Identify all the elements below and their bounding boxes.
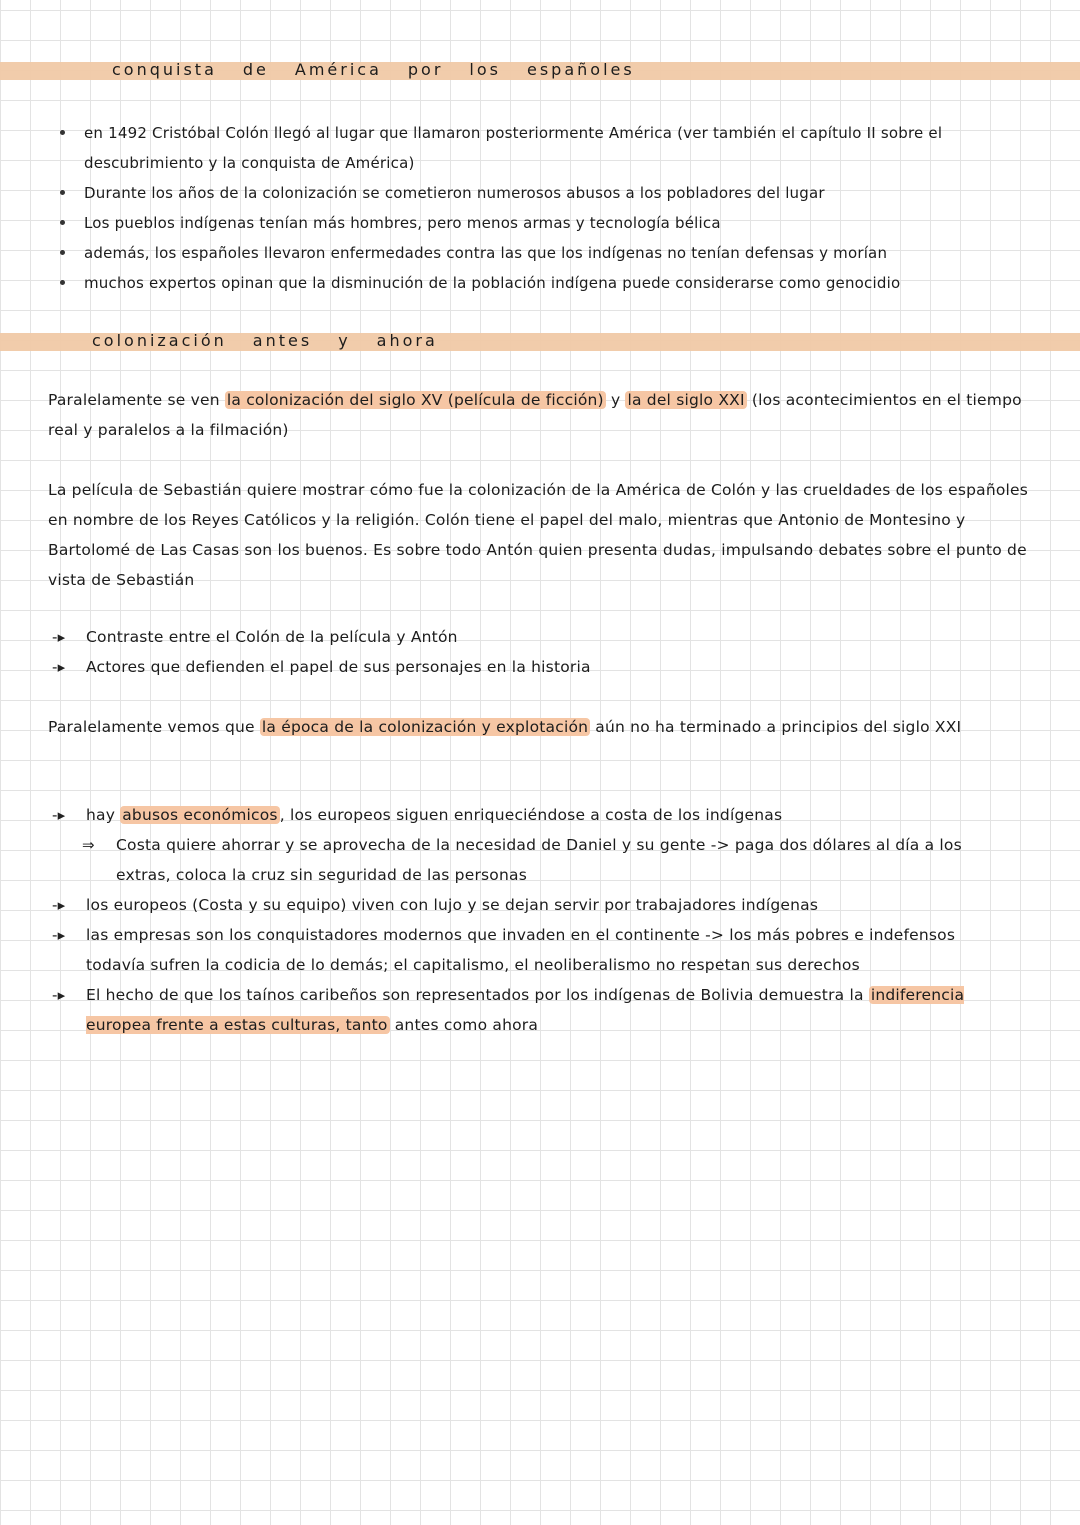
bullet-item (60, 118, 1050, 178)
arrow-text: antes como ahora (389, 1016, 539, 1034)
highlighted-text: la época de la colonización y explotación (261, 718, 589, 736)
paragraph-exploitation-continues (48, 712, 978, 742)
title-word: y (338, 331, 351, 350)
arrow-text: , los europeos siguen enriqueciéndose a costa de los indígenas (279, 806, 783, 824)
arrow-right-icon: -▸ (52, 806, 66, 824)
arrow-text: Contraste entre el Colón de la película y Antón (86, 628, 458, 646)
text: y (605, 391, 626, 409)
bullet-dot-icon (60, 250, 65, 255)
text: Paralelamente vemos que (48, 718, 260, 736)
bullet-dot-icon (60, 220, 65, 225)
title-word: antes (252, 331, 313, 350)
arrow-list-2 (52, 800, 1012, 1040)
title-word: por (407, 60, 444, 79)
highlighted-text: la colonización del siglo XV (película de ficción) (226, 391, 604, 409)
arrow-item (52, 800, 1012, 830)
paragraph-sebastian-film: La película de Sebastián quiere mostrar cómo fue la colonización de la América de Colón y las crueldades de los españoles en nombre de los Reyes Católicos y la religión. Colón tiene el papel del malo, mientras que Antonio de Montesino y Bartolomé de Las Casas son los buenos. Es sobre todo Antón quien presenta dudas, impulsando debates sobre el punto de vista de Sebastián (48, 481, 1029, 589)
arrow-text: hay (86, 806, 121, 824)
arrow-right-icon: -▸ (52, 658, 66, 676)
bullet-dot-icon (60, 190, 65, 195)
title-word: América (294, 60, 382, 79)
title-word: de (242, 60, 269, 79)
arrow-right-icon: -▸ (52, 628, 66, 646)
section-1-title (112, 60, 661, 79)
section-1-bullet-list (60, 118, 1050, 298)
arrow-list-1 (52, 622, 1012, 682)
arrow-item (52, 920, 1012, 980)
title-word: los (469, 60, 501, 79)
arrow-subitem (82, 830, 1012, 890)
section-2-title (92, 331, 464, 350)
title-word: españoles (527, 60, 635, 79)
arrow-item (52, 980, 1012, 1040)
arrow-right-icon: -▸ (52, 896, 66, 914)
title-word: ahora (376, 331, 438, 350)
arrow-item (52, 652, 1012, 682)
text: (los acontecimientos en el tiempo real y paralelos a la filmación) (48, 391, 1022, 439)
bullet-text: en 1492 Cristóbal Colón llegó al lugar que llamaron posteriormente América (ver también el capítulo II sobre el descubrimiento y la conquista de América) (84, 124, 943, 172)
bullet-item (60, 238, 1050, 268)
bullet-text: Durante los años de la colonización se cometieron numerosos abusos a los pobladores del lugar (84, 184, 825, 202)
bullet-text: muchos expertos opinan que la disminución de la población indígena puede considerarse como genocidio (84, 274, 901, 292)
arrow-item (52, 890, 1012, 920)
bullet-item (60, 208, 1050, 238)
highlighted-text: la del siglo XXI (627, 391, 745, 409)
text: Paralelamente se ven (48, 391, 225, 409)
arrow-right-icon: -▸ (52, 986, 66, 1004)
bullet-item (60, 178, 1050, 208)
highlighted-text: abusos económicos (122, 806, 278, 824)
bullet-text: Los pueblos indígenas tenían más hombres, pero menos armas y tecnología bélica (84, 214, 721, 232)
arrow-text: las empresas son los conquistadores modernos que invaden en el continente -> los más pobres e indefensos todavía sufren la codicia de lo demás; el capitalismo, el neoliberalismo no respetan sus derechos (86, 926, 956, 974)
paragraph-parallel-colonization (48, 385, 1038, 445)
title-word: colonización (92, 331, 227, 350)
bullet-dot-icon (60, 130, 65, 135)
arrow-right-icon: -▸ (52, 926, 66, 944)
text: aún no ha terminado a principios del siglo XXI (590, 718, 962, 736)
highlighted-text: indiferencia europea frente a estas culturas, tanto (86, 986, 965, 1034)
arrow-item (52, 622, 1012, 652)
bullet-dot-icon (60, 280, 65, 285)
arrow-text: Costa quiere ahorrar y se aprovecha de la necesidad de Daniel y su gente -> paga dos dólares al día a los extras, coloca la cruz sin seguridad de las personas (116, 836, 962, 884)
arrow-text: El hecho de que los taínos caribeños son representados por los indígenas de Bolivia demuestra la (86, 986, 869, 1004)
implies-arrow-icon: ⇒ (82, 836, 95, 854)
bullet-item (60, 268, 1050, 298)
bullet-text: además, los españoles llevaron enfermedades contra las que los indígenas no tenían defensas y morían (84, 244, 888, 262)
arrow-text: Actores que defienden el papel de sus personajes en la historia (86, 658, 591, 676)
arrow-text: los europeos (Costa y su equipo) viven con lujo y se dejan servir por trabajadores indígenas (86, 896, 819, 914)
title-word: conquista (112, 60, 217, 79)
